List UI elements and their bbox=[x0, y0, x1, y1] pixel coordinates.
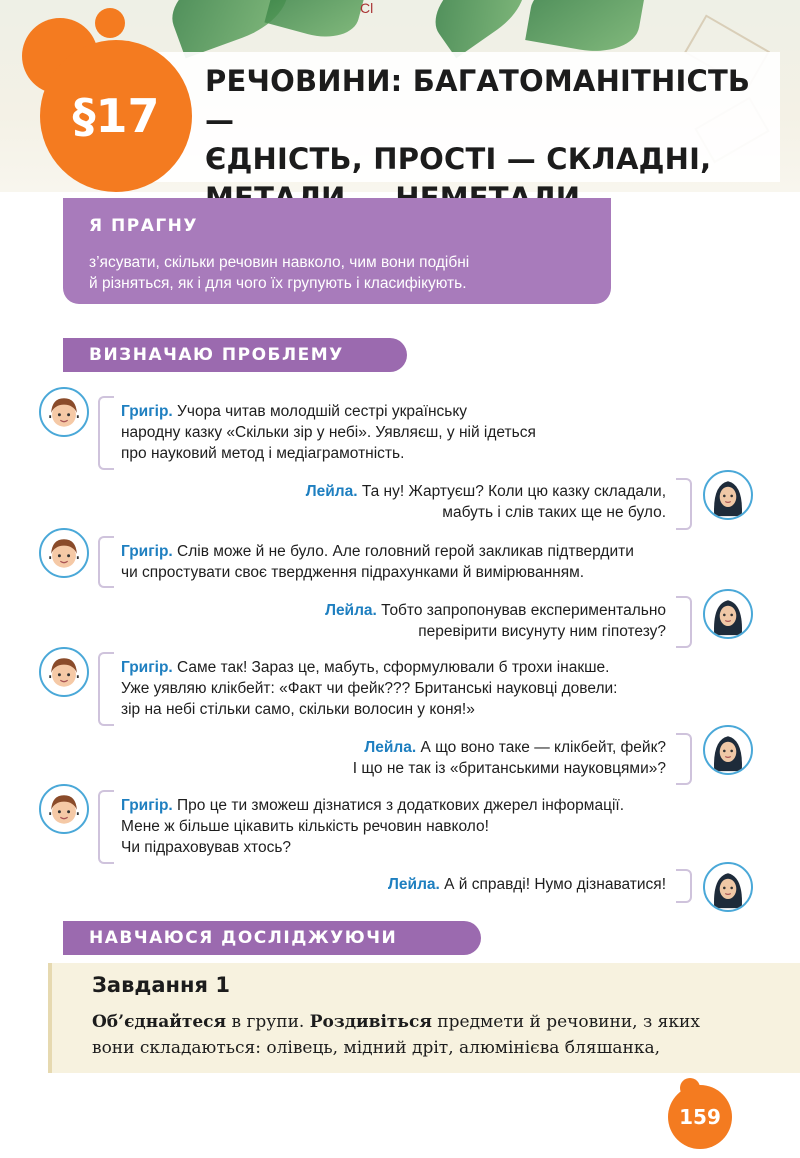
bubble-bracket bbox=[98, 790, 114, 864]
goal-line: й різняться, як і для чого їх групують і класифікують. bbox=[89, 275, 467, 292]
message-line: Лейла. А й справді! Нумо дізнаватися! bbox=[388, 876, 666, 893]
message-line: Чи підраховував хтось? bbox=[121, 839, 292, 856]
section-header-research: НАВЧАЮСЯ ДОСЛІДЖУЮЧИ bbox=[63, 921, 481, 955]
message-line: Лейла. Тобто запропонував експериментально bbox=[325, 602, 666, 619]
message-line: Григір. Учора читав молодшій сестрі українську bbox=[121, 403, 468, 420]
speaker-name: Лейла. bbox=[364, 739, 417, 756]
bubble-bracket bbox=[676, 869, 692, 903]
boy-avatar bbox=[39, 784, 89, 834]
speaker-name: Лейла. bbox=[325, 602, 377, 619]
leaf-decoration bbox=[422, 0, 538, 58]
message-line: Григір. Про це ти зможеш дізнатися з додаткових джерел інформації. bbox=[121, 797, 625, 814]
speaker-name: Григір. bbox=[121, 403, 173, 420]
goal-text bbox=[89, 252, 599, 294]
message-leila bbox=[120, 874, 666, 895]
speaker-name: Григір. bbox=[121, 543, 173, 560]
title-line: ЄДНІСТЬ, ПРОСТІ — СКЛАДНІ, bbox=[205, 142, 712, 176]
task-line: вони складаються: олівець, мідний дріт, алюмінієва бляшанка, bbox=[92, 1038, 660, 1058]
paragraph-badge: §17 bbox=[40, 40, 192, 192]
message-line: перевірити висунуту ним гіпотезу? bbox=[418, 623, 666, 640]
message-grigir bbox=[121, 401, 661, 464]
task-text bbox=[92, 1009, 782, 1061]
bubble-bracket bbox=[98, 536, 114, 588]
chlorine-symbol: Cl bbox=[360, 0, 374, 16]
message-grigir bbox=[121, 657, 741, 720]
message-leila bbox=[120, 737, 666, 779]
message-line: мабуть і слів таких ще не було. bbox=[442, 504, 666, 521]
speaker-name: Лейла. bbox=[305, 483, 358, 500]
message-line: І що не так із «британськими науковцями»? bbox=[352, 760, 666, 777]
girl-avatar bbox=[703, 725, 753, 775]
message-line: чи спростувати своє твердження підрахунками й вимірюванням. bbox=[121, 564, 585, 581]
message-line: Григір. Слів може й не було. Але головний герой закликав підтвердити bbox=[121, 543, 634, 560]
message-leila bbox=[120, 481, 666, 523]
girl-avatar bbox=[703, 470, 753, 520]
message-line: Уже уявляю клікбейт: «Факт чи фейк??? Британські науковці довели: bbox=[121, 680, 618, 697]
leaf-decoration bbox=[264, 0, 365, 46]
speaker-name: Лейла. bbox=[388, 876, 440, 893]
title-line: РЕЧОВИНИ: БАГАТОМАНІТНІСТЬ — bbox=[205, 64, 751, 137]
speaker-name: Григір. bbox=[121, 659, 173, 676]
section-header-problem: ВИЗНАЧАЮ ПРОБЛЕМУ bbox=[63, 338, 407, 372]
bubble-bracket bbox=[676, 596, 692, 648]
bubble-bracket bbox=[676, 733, 692, 785]
boy-avatar bbox=[39, 647, 89, 697]
bubble-bracket bbox=[98, 652, 114, 726]
leaf-decoration bbox=[525, 0, 645, 59]
goal-title: Я ПРАГНУ bbox=[89, 216, 199, 236]
page-number: 159 bbox=[668, 1085, 732, 1149]
boy-avatar bbox=[39, 387, 89, 437]
message-leila bbox=[120, 600, 666, 642]
message-line: Лейла. А що воно таке — клікбейт, фейк? bbox=[364, 739, 666, 756]
boy-avatar bbox=[39, 528, 89, 578]
badge-blob bbox=[95, 8, 125, 38]
message-line: Лейла. Та ну! Жартуєш? Коли цю казку складали, bbox=[305, 483, 666, 500]
girl-avatar bbox=[703, 589, 753, 639]
goal-line: з’ясувати, скільки речовин навколо, чим вони подібні bbox=[89, 254, 470, 271]
girl-avatar bbox=[703, 862, 753, 912]
page-title bbox=[205, 62, 765, 218]
speaker-name: Григір. bbox=[121, 797, 173, 814]
message-grigir bbox=[121, 541, 701, 583]
bubble-bracket bbox=[98, 396, 114, 470]
message-line: зір на небі стільки само, скільки волосин у коня!» bbox=[121, 701, 475, 718]
task-box bbox=[48, 963, 800, 1073]
message-grigir bbox=[121, 795, 741, 858]
bubble-bracket bbox=[676, 478, 692, 530]
task-line: Об’єднайтеся в групи. Роздивіться предмети й речовини, з яких bbox=[92, 1012, 700, 1032]
message-line: народну казку «Скільки зір у небі». Уявляєш, у ній ідеться bbox=[121, 424, 536, 441]
message-line: Мене ж більше цікавить кількість речовин навколо! bbox=[121, 818, 489, 835]
task-title: Завдання 1 bbox=[92, 973, 230, 997]
message-line: Григір. Саме так! Зараз це, мабуть, сформулювали б трохи інакше. bbox=[121, 659, 610, 676]
message-line: про науковий метод і медіаграмотність. bbox=[121, 445, 405, 462]
goal-box bbox=[63, 198, 611, 304]
